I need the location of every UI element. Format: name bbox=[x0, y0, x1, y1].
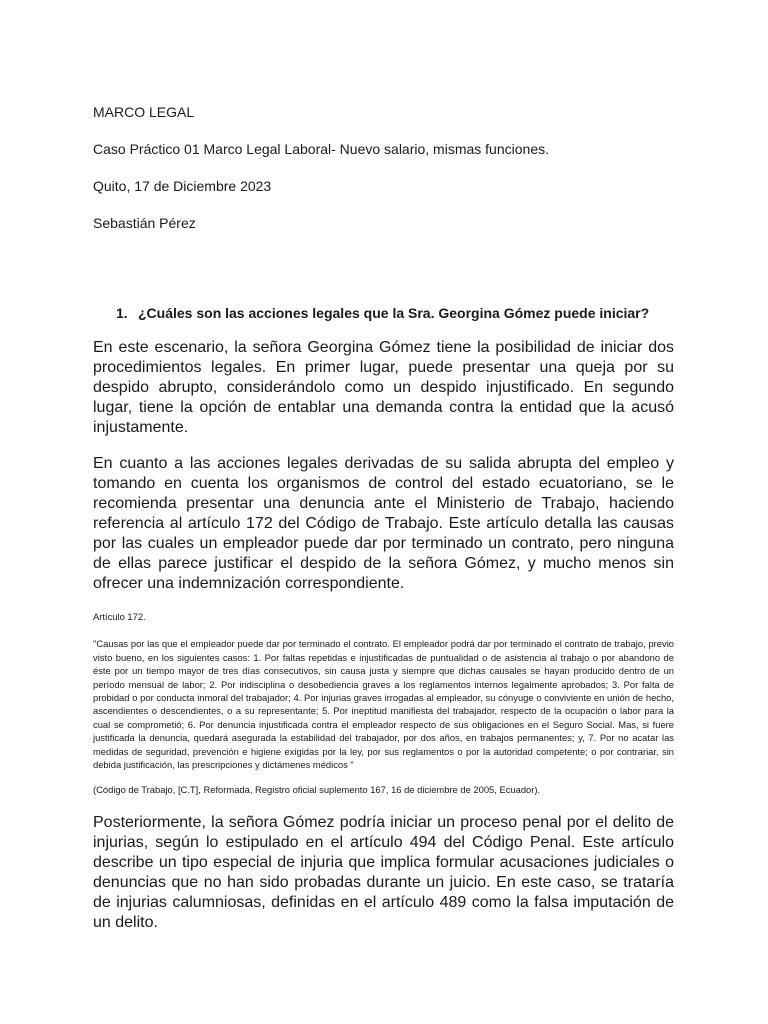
question-text: ¿Cuáles son las acciones legales que la Sra. Georgina Gómez puede iniciar? bbox=[138, 305, 650, 321]
author-name: Sebastián Pérez bbox=[93, 215, 196, 231]
document-title: MARCO LEGAL bbox=[93, 104, 195, 120]
question-number: 1. bbox=[116, 305, 128, 321]
quote-text: "Causas por las que el empleador puede dar por terminado el contrato. El empleador podrá dar por terminado el contrato de trabajo, previo visto bueno, en los siguientes casos: 1. Por faltas repetidas e injustificadas de puntualidad o de asistencia al trabajo o por abandono de éste por un tiempo mayor de tres días consecutivos, sin causa justa y siempre que dichas causales se hayan producido dentro de un período mensual de labor; 2. Por indisciplina o desobediencia graves a los reglamentos internos legalmente aprobados; 3. Por falta de probidad o por conducta inmoral del trabajador; 4. Por injurias graves irrogadas al empleador, su cónyuge o conviviente en unión de hecho, ascendientes o descendientes, o a su representante; 5. Por ineptitud manifiesta del trabajador, respecto de la ocupación o labor para la cual se comprometió; 6. Por denuncia injustificada contra el empleador respecto de sus obligaciones en el Seguro Social. Mas, si fuere justificada la denuncia, quedará asegurada la estabilidad del trabajador, por dos años, en trabajos permanentes; y, 7. Por no acatar las medidas de seguridad, prevención e higiene exigidas por la ley, por sus reglamentos o por la autoridad competente; o por contrariar, sin debida justificación, las prescripciones y dictámenes médicos " bbox=[93, 638, 674, 771]
question-item bbox=[93, 305, 674, 322]
paragraph-1: En este escenario, la señora Georgina Gómez tiene la posibilidad de iniciar dos procedimientos legales. En primer lugar, puede presentar una queja por su despido abrupto, considerándolo como un despido injustificado. En segundo lugar, tiene la opción de entablar una demanda contra la entidad que la acusó injustamente. bbox=[93, 339, 674, 436]
paragraph-3: Posteriormente, la señora Gómez podría iniciar un proceso penal por el delito de injurias, según lo estipulado en el artículo 494 del Código Penal. Este artículo describe un tipo especial de injuria que implica formular acusaciones judiciales o denuncias que no han sido probadas durante un juicio. En este caso, se trataría de injurias calumniosas, definidas en el artículo 489 como la falsa imputación de un delito. bbox=[93, 813, 674, 931]
document-date: Quito, 17 de Diciembre 2023 bbox=[93, 178, 272, 194]
spacer bbox=[93, 252, 674, 305]
quote-label: Artículo 172. bbox=[93, 611, 146, 622]
case-title: Caso Práctico 01 Marco Legal Laboral- Nuevo salario, mismas funciones. bbox=[93, 141, 549, 157]
quote-citation: (Código de Trabajo, [C.T], Reformada, Registro oficial suplemento 167, 16 de diciembre de 2005, Ecuador). bbox=[93, 784, 541, 796]
paragraph-2: En cuanto a las acciones legales derivadas de su salida abrupta del empleo y tomando en cuenta los organismos de control del estado ecuatoriano, se le recomienda presentar una denuncia ante el Ministerio de Trabajo, haciendo referencia al artículo 172 del Código de Trabajo. Este artículo detalla las causas por las cuales un empleador puede dar por terminado un contrato, pero ninguna de ellas parece justificar el despido de la señora Gómez, y mucho menos sin ofrecer una indemnización correspondiente. bbox=[93, 455, 674, 592]
